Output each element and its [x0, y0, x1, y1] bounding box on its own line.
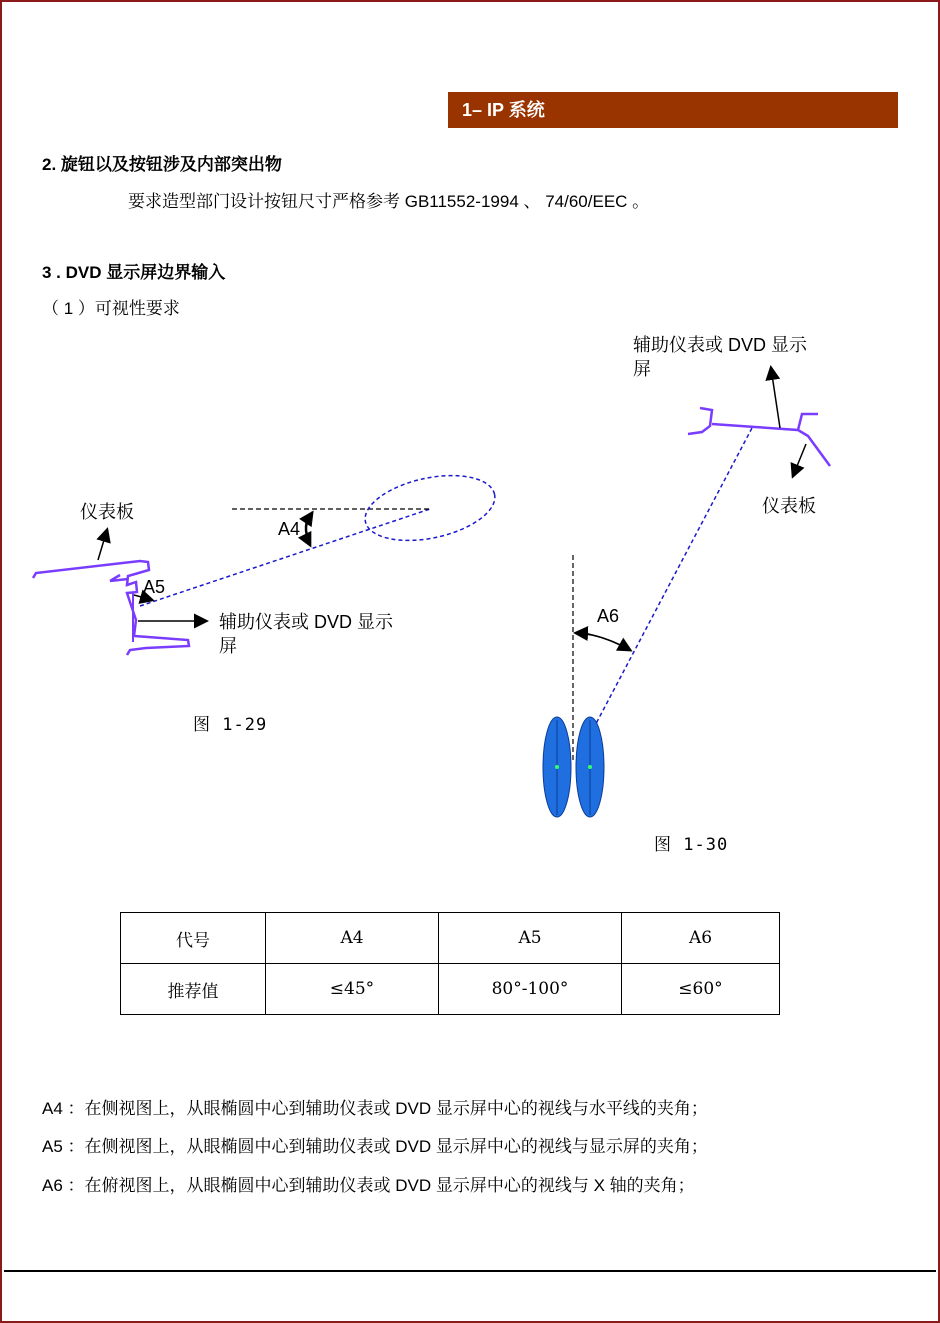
table-cell: ≤45° — [266, 964, 439, 1015]
definition-a5: A5 ：在侧视图上，从眼椭圆中心到辅助仪表或 DVD 显示屏中心的视线与显示屏的夹角； — [42, 1137, 708, 1156]
table-cell: 80°-100° — [439, 964, 622, 1015]
fig30-label-a6: A6 — [597, 606, 620, 626]
fig29-label-a5: A5 — [143, 577, 166, 597]
section-header-title: 1– IP 系统 — [462, 100, 545, 120]
fig30-label-instrument-panel: 仪表板 — [762, 496, 816, 516]
section2-body: 要求造型部门设计按钮尺寸严格参考 GB11552-1994 、 74/60/EEC 。 — [128, 192, 650, 211]
fig30-instrument-panel-shape — [688, 408, 830, 466]
fig30-label-screen-line2: 屏 — [633, 359, 651, 379]
fig29-label-screen-line2: 屏 — [219, 636, 237, 656]
table-header-cell: A5 — [439, 913, 622, 964]
fig30-label-screen — [633, 333, 807, 381]
table-row — [121, 964, 780, 1015]
section3-heading: 3 . DVD 显示屏边界输入 — [42, 263, 226, 282]
table-header-row — [121, 913, 780, 964]
fig29-label-instrument-panel: 仪表板 — [80, 502, 134, 522]
fig30-caption: 图 1-30 — [654, 835, 729, 855]
figure30-drawing — [543, 368, 830, 817]
definition-a6: A6 ：在俯视图上，从眼椭圆中心到辅助仪表或 DVD 显示屏中心的视线与 X 轴的夹角； — [42, 1176, 695, 1195]
section3-subheading: （ 1 ）可视性要求 — [42, 299, 180, 318]
section2-heading: 2. 旋钮以及按钮涉及内部突出物 — [42, 155, 282, 174]
fig29-label-a4: A4 — [278, 519, 301, 539]
fig29-label-screen — [219, 610, 393, 658]
fig30-label-screen-line1: 辅助仪表或 DVD 显示 — [633, 335, 808, 355]
table-cell: 推荐值 — [121, 964, 266, 1015]
table-header-cell: A6 — [622, 913, 780, 964]
table-cell: ≤60° — [622, 964, 780, 1015]
table-header-cell: A4 — [266, 913, 439, 964]
table-header-cell: 代号 — [121, 913, 266, 964]
recommended-values-table — [120, 912, 780, 1015]
fig29-instrument-panel-shape — [33, 561, 189, 655]
fig29-caption: 图 1-29 — [193, 715, 268, 735]
footer-divider — [4, 1270, 936, 1272]
fig29-label-screen-line1: 辅助仪表或 DVD 显示 — [219, 612, 394, 632]
definition-a4: A4 ：在侧视图上，从眼椭圆中心到辅助仪表或 DVD 显示屏中心的视线与水平线的夹角； — [42, 1099, 708, 1118]
